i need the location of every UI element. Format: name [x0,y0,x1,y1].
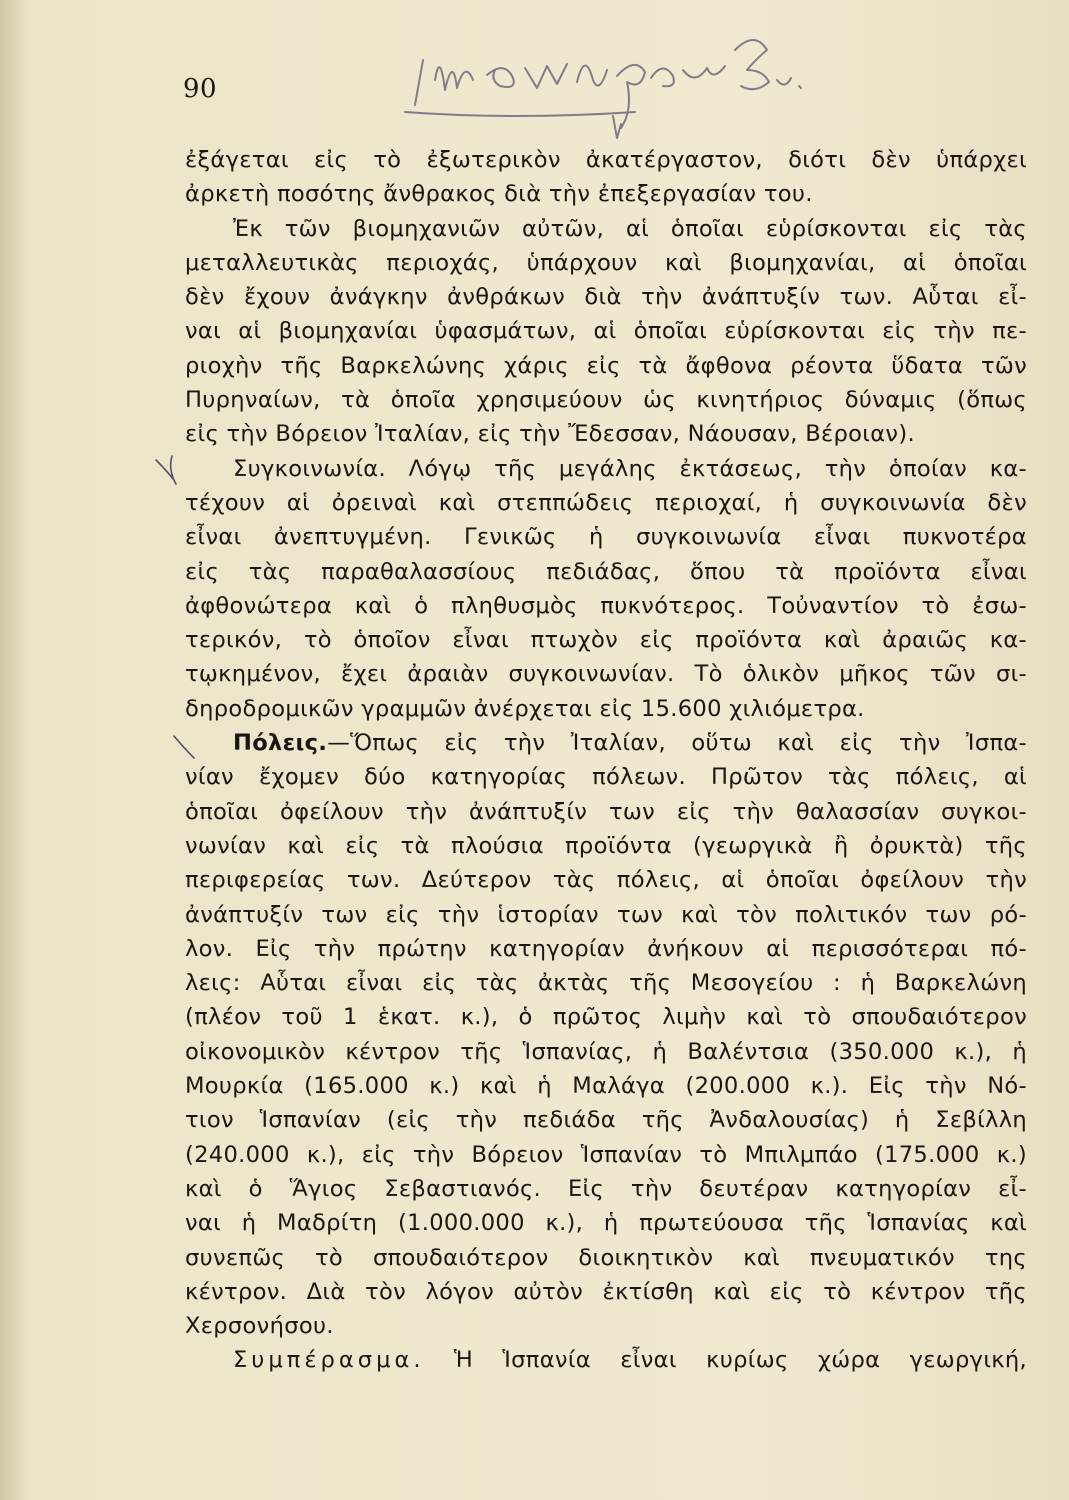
text-span: —Ὅπως εἰς τὴν Ἰταλίαν, οὕτω καὶ εἰς τὴν Ἰσπα- [327,730,1027,757]
text-line: μεταλλευτικὰς περιοχάς, ὑπάρχουν καὶ βιομηχανίαι, αἱ ὁποῖαι [185,249,1027,276]
section-first-line [185,1343,1027,1377]
text-line: τῳκημένον, ἔχει ἀραιὰν συγκοινωνίαν. Τὸ ὁλικὸν μῆκος τῶν σι- [185,661,1027,688]
text-line: ὁποῖαι ὀφείλουν τὴν ἀνάπτυξίν των εἰς τὴν θαλασσίαν συγκοι- [185,798,1027,825]
text-line: δὲν ἔχουν ἀνάγκην ἀνθράκων διὰ τὴν ἀνάπτυξίν των. Αὗται εἶ- [185,284,1027,311]
text-line: καὶ ὁ Ἅγιος Σεβαστιανός. Εἰς τὴν δευτέραν κατηγορίαν εἶ- [185,1175,1027,1202]
text-line: τιον Ἱσπανίαν (εἰς τὴν πεδιάδα τῆς Ἀνδαλουσίας) ἡ Σεβίλλη [185,1107,1027,1134]
page-number: 90 [183,74,218,104]
text-line: νωνίαν καὶ εἰς τὰ πλούσια προϊόντα (γεωργικὰ ἢ ὀρυκτὰ) τῆς [185,832,1027,859]
section-heading-conclusion: Συμπέρασμα. [233,1347,425,1374]
text-line: Χερσονήσου. [185,1313,334,1340]
text-line: (240.000 κ.), εἰς τὴν Βόρειον Ἱσπανίαν τὸ Μπιλμπάο (175.000 κ.) [185,1141,1027,1168]
text-line: οἰκονομικὸν κέντρον τῆς Ἱσπανίας, ἡ Βαλέντσια (350.000 κ.), ἡ [185,1038,1027,1065]
section-first-line [185,726,1027,760]
text-line: κέντρον. Διὰ τὸν λόγον αὐτὸν ἐκτίσθη καὶ εἰς τὸ κέντρον τῆς [185,1278,1027,1305]
text-line: Πυρηναίων, τὰ ὁποῖα χρησιμεύουν ὡς κινητήριος δύναμις (ὅπως [185,387,1027,414]
text-line: ἐξάγεται εἰς τὸ ἐξωτερικὸν ἀκατέργαστον, διότι δὲν ὑπάρχει [185,147,1027,173]
text-line: ριοχὴν τῆς Βαρκελώνης χάρις εἰς τὰ ἄφθονα ρέοντα ὕδατα τῶν [185,352,1027,379]
text-line: ἀφθονώτερα καὶ ὁ πληθυσμὸς πυκνότερος. Τοὐναντίον τὸ ἐσω- [185,592,1027,619]
text-line: τέχουν αἱ ὀρειναὶ καὶ στεππώδεις περιοχαί, ἡ συγκοινωνία δὲν [185,489,1027,516]
body-text [185,143,1027,1378]
text-line: Μουρκία (165.000 κ.) καὶ ἡ Μαλάγα (200.000 κ.). Εἰς τὴν Νό- [185,1073,1027,1100]
section-heading-cities: Πόλεις. [233,730,328,757]
section-first-line [185,452,1027,486]
section-heading-communication: Συγκοινωνία. [233,455,386,482]
text-span: Ἡ Ἱσπανία εἶναι κυρίως χώρα γεωργική, [453,1347,1027,1374]
text-line: εἰς τὴν Βόρειον Ἰταλίαν, εἰς τὴν Ἔδεσσαν, Νάουσαν, Βέροιαν). [185,421,915,448]
text-line: λον. Εἰς τὴν πρώτην κατηγορίαν ἀνήκουν αἱ περισσότεραι πό- [185,935,1027,962]
text-span: Λόγῳ τῆς μεγάλης ἐκτάσεως, τὴν ὁποίαν κα- [408,455,1027,482]
text-line: συνεπῶς τὸ σπουδαιότερον διοικητικὸν καὶ πνευματικόν της [185,1244,1027,1271]
text-line: νίαν ἔχομεν δύο κατηγορίας πόλεων. Πρῶτον τὰς πόλεις, αἱ [185,764,1027,791]
handwritten-annotation [395,20,835,150]
text-line: εἶναι ἀνεπτυγμένη. Γενικῶς ἡ συγκοινωνία εἶναι πυκνοτέρα [185,524,1027,551]
text-line: ἀνάπτυξίν των εἰς τὴν ἱστορίαν των καὶ τὸν πολιτικόν των ρό- [185,901,1027,928]
text-line: Ἐκ τῶν βιομηχανιῶν αὐτῶν, αἱ ὁποῖαι εὑρίσκονται εἰς τὰς [233,215,1027,242]
text-line: ναι αἱ βιομηχανίαι ὑφασμάτων, αἱ ὁποῖαι εὑρίσκονται εἰς τὴν πε- [185,318,1027,345]
text-line: περιφερείας των. Δεύτερον τὰς πόλεις, αἱ ὁποῖαι ὀφείλουν τὴν [185,867,1027,894]
text-line: λεις: Αὗται εἶναι εἰς τὰς ἀκτὰς τῆς Μεσογείου : ἡ Βαρκελώνη [185,970,1027,997]
text-line: τερικόν, τὸ ὁποῖον εἶναι πτωχὸν εἰς προϊόντα καὶ ἀραιῶς κα- [185,627,1027,654]
text-line: (πλέον τοῦ 1 ἑκατ. κ.), ὁ πρῶτος λιμὴν καὶ τὸ σπουδαιότερον [185,1004,1027,1031]
text-line: δηροδρομικῶν γραμμῶν ἀνέρχεται εἰς 15.600 χιλιόμετρα. [185,695,865,722]
text-line: ἀρκετὴ ποσότης ἄνθρακος διὰ τὴν ἐπεξεργασίαν του. [185,181,813,208]
text-line: ναι ἡ Μαδρίτη (1.000.000 κ.), ἡ πρωτεύουσα τῆς Ἱσπανίας καὶ [185,1210,1027,1237]
text-line: εἰς τὰς παραθαλασσίους πεδιάδας, ὅπου τὰ προϊόντα εἶναι [185,558,1027,585]
